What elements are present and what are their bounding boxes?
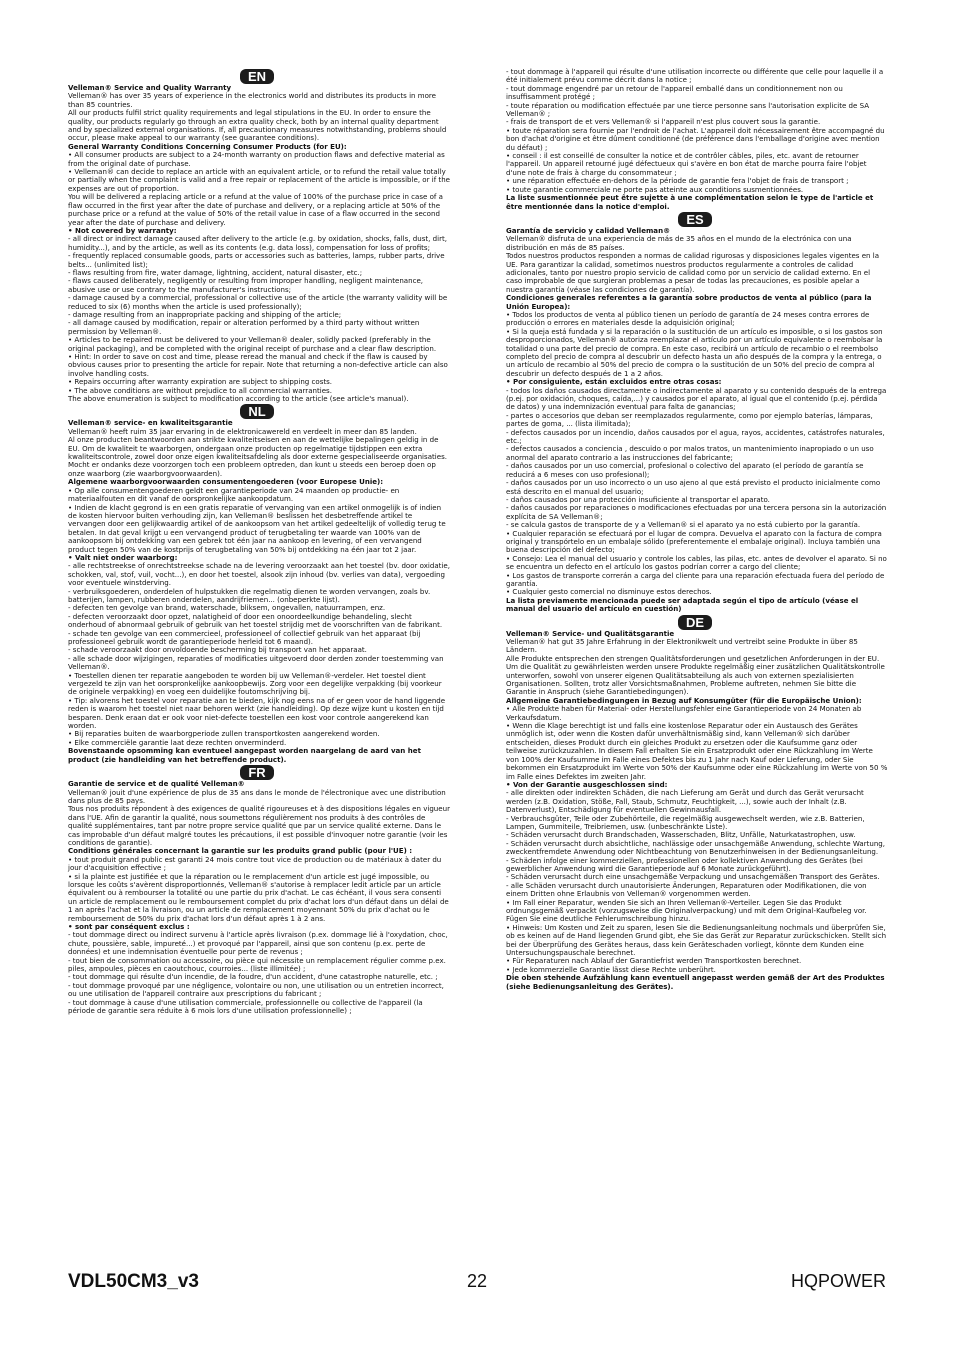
paragraph-es-14: - daños causados por reparaciones o modificaciones efectuadas por una tercera persona sin la autorización explícita de SA Velleman®; (506, 503, 887, 521)
heading-en-3: General Warranty Conditions Concerning Consumer Products (for EU): (68, 141, 347, 151)
paragraph-es-1: Velleman® disfruta de una experiencia de más de 35 años en el mundo de la electrónica con una distribución en más de 85 países. (506, 234, 852, 252)
paragraph-de-10: - Schäden verursacht durch absichtliche, nachlässige oder unsachgemäße Anwendung, schlechte Wartung, zweckentfremdete Anwendung oder Nichtbeachtung von Benutzerhinweisen in der Bedienungsanleitung. (506, 838, 886, 857)
paragraph-en-15: • Articles to be repaired must be delivered to your Velleman® dealer, solidly packed (preferably in the original packaging), and be completed with the original receipt of purchase and a clear flaw description. (68, 335, 437, 353)
paragraph-de-8: - Verbrauchsgüter, Teile oder Zubehörteile, die regelmäßig ausgewechselt werden, wie z.B. Batterien, Lampen, Gummiteile, Treibriemen, usw. (unbeschränkte Liste). (506, 813, 865, 831)
paragraph-es-10: - defectos causados a conciencia , descuido o por malos tratos, un mantenimiento inapropiado o un uso anormal del aparato contrario a las instrucciones del fabricante; (506, 444, 874, 462)
paragraph-en-4: • All consumer products are subject to a 24-month warranty on production flaws and defective material as from the original date of purchase. (68, 150, 445, 168)
paragraph-es-9: - defectos causados por un incendio, daños causados por el agua, rayos, accidentes, catástrofes naturales, etc.; (506, 427, 885, 446)
paragraph-fr-8: - tout bien de consommation ou accessoire, ou pièce qui nécessite un remplacement régulier comme p.ex. piles, ampoules, pièces en caoutchouc, courroies... (liste illimitée) ; (68, 955, 446, 974)
paragraph-es-5: • Si la queja está fundada y si la reparación o la sustitución de un artículo es imposible, o si los gastos son desproporcionados, Velleman® autoriza reemplazar el artículo por un artículo equivalente o reembolsar la totalidad o una parte del precio de compra. En este caso, recibirá un artículo de recambio o el reembolso completo del precio de compra al descubrir un defecto hasta un año después de la compra y la entrega, o un artículo de recambio al 50% del precio de compra o la sustitución de un 50% del precio de compra al descubrir un defecto después de 1 a 2 años. (506, 326, 883, 378)
paragraph-en-6: You will be delivered a replacing article or a refund at the value of 100% of the purchase price in case of a flaw occurred in the first year after the date of purchase and delivery, or a replacing article at 50% of the purchase price or a refund at the value of 50% of the retail value in case of a flaw occurred in the second year after the date of purchase and delivery. (68, 192, 443, 227)
paragraph-fr-cont-1: - tout dommage engendré par un retour de l'appareil emballé dans un conditionnement non ou insuffisamment protégé ; (506, 83, 843, 102)
paragraph-es-2: Todos nuestros productos responden a normas de calidad rigurosas y disposiciones legales vigentes en la UE. Para garantizar la calidad, sometimos nuestros productos regularmente a controles de calidad adicionales, tanto por nuestro propio servicio de calidad como por un servicio de calidad externo. En el caso improbable de que surgieran problemas a pesar de todas las precauciones, es posible apelar a nuestra garantía (véase las condiciones de garantía). (506, 251, 880, 294)
heading-nl-6: • Valt niet onder waarborg: (68, 552, 178, 562)
paragraph-en-1: Velleman® has over 35 years of experience in the electronics world and distributes its products in more than 85 countries. (68, 91, 436, 109)
paragraph-nl-1: Velleman® heeft ruim 35 jaar ervaring in de elektronicawereld en verdeelt in meer dan 85 landen. (68, 426, 417, 436)
flag-badge-nl: NL (240, 404, 274, 419)
section-de (506, 630, 888, 991)
flag-badge-de: DE (678, 615, 712, 630)
section-fr (68, 780, 450, 1015)
paragraph-es-4: • Todos los productos de venta al público tienen un período de garantía de 24 meses contra errores de producción o errores en materiales desde la adquisición original; (506, 309, 870, 328)
paragraph-es-7: - todos los daños causados directamente o indirectamente al aparato y su contenido después de la entrega (p.ej. por oxidación, choques, caída,...) y causados por el aparato, al igual que el contenido (p.ej. pérdida de datos) y una indemnización eventual para falta de ganancias; (506, 385, 887, 412)
paragraph-nl-11: - schade ten gevolge van een commercieel, professioneel of collectief gebruik van het apparaat (bij professioneel gebruik wordt de garantieperiode herleid tot 6 maand). (68, 628, 421, 646)
heading-fr-cont-8: La liste susmentionnée peut être sujette à une complémentation selon le type de l'article et être mentionnée dans la notice d'emploi. (506, 193, 874, 211)
paragraph-es-15: - se calcula gastos de transporte de y a Velleman® si el aparato ya no está cubierto por la garantía. (506, 520, 861, 530)
heading-en-0: Velleman® Service and Quality Warranty (68, 83, 232, 92)
paragraph-nl-14: • Toestellen dienen ter reparatie aangeboden te worden bij uw Velleman®-verdeler. Het toestel dient vergezeld te zijn van het oorspronkelijke aankoopbewijs. Zorg voor een degelijke verpakking (bij voorkeur de originele verpakking) en voeg een duidelijke foutomschrijving bij. (68, 670, 442, 697)
section-es (506, 227, 888, 614)
paragraph-nl-4: • Op alle consumentengoederen geldt een garantieperiode van 24 maanden op productie- en materiaalfouten en dit vanaf de oorspronkelijke aankoopdatum. (68, 485, 400, 504)
paragraph-es-17: • Consejo: Lea el manual del usuario y controle los cables, las pilas, etc. antes de devolver el aparato. Si no se encuentra un defecto en el artículo los gastos podrían correr a cargo del cliente; (506, 553, 887, 572)
paragraph-en-2: All our products fulfil strict quality requirements and legal stipulations in the EU. In order to ensure the quality, our products regularly go through an extra quality check, both by an internal quality department and by specialized external organisations. If, all precautionary measures notwithstanding, problems should occur, please make appeal to our warranty (see guarantee conditions). (68, 108, 447, 143)
right-column (506, 68, 888, 991)
paragraph-nl-7: - alle rechtstreekse of onrechtstreekse schade na de levering veroorzaakt aan het toestel (bv. door oxidatie, schokken, val, stof, vuil, vocht...), en door het toestel, alsook zijn inhoud (bv. verlies van data), vergoeding voor eventuele winstderving. (68, 561, 450, 588)
heading-fr-0: Garantie de service et de qualité Velleman® (68, 779, 245, 789)
heading-de-6: • Von der Garantie ausgeschlossen sind: (506, 779, 668, 789)
paragraph-en-13: - damage resulting from an inappropriate packing and shipping of the article; (68, 309, 342, 319)
paragraph-de-7: - alle direkten oder indirekten Schäden, die nach Lieferung am Gerät und durch das Gerät verursacht werden (z.B. Oxidation, Stöße, Fall, Staub, Schmutz, Feuchtigkeit, ...), sowie auch der Inhalt (z.B. Datenverlust), Entschädigung für eventuellen Gewinnausfall. (506, 788, 864, 815)
heading-nl-3: Algemene waarborgvoorwaarden consumentengoederen (voor Europese Unie): (68, 477, 384, 487)
paragraph-fr-9: - tout dommage qui résulte d'un incendie, de la foudre, d'un accident, d'une catastrophe naturelle, etc. ; (68, 972, 438, 982)
heading-de-18: Die oben stehende Aufzählung kann eventuell angepasst werden gemäß der Art des Produktes (siehe Bedienungsanleitung des Gerätes). (506, 973, 885, 991)
paragraph-de-13: - alle Schäden verursacht durch unautorisierte Änderungen, Reparaturen oder Modifikationen, die von einem Dritten ohne Erlaubnis von Velleman® vorgenommen werden. (506, 880, 867, 899)
paragraph-fr-10: - tout dommage provoqué par une négligence, volontaire ou non, une utilisation ou un entretien incorrect, ou une utilisation de l'appareil contraire aux prescriptions du fabricant ; (68, 980, 444, 999)
paragraph-fr-5: • si la plainte est justifiée et que la réparation ou le remplacement d'un article est jugé impossible, ou lorsque les coûts s'avèrent disproportionnés, Velleman® s'autorise à remplacer ledit article par un article équivalent ou à rembourser la totalité ou une partie du prix d'achat. Le cas échéant, il vous sera consenti un article de remplacement ou le remboursement complet du prix d'achat lors d'un défaut dans un délai de 1 an après l'achat et la livraison, ou un article de remplacement moyennant 50% du prix d'achat ou le remboursement de 50% du prix d'achat lors d'un défaut après 1 à 2 ans. (68, 871, 449, 923)
brand-name: HQPOWER (790, 1271, 886, 1291)
paragraph-en-17: • Repairs occurring after warranty expiration are subject to shipping costs. (68, 377, 333, 387)
paragraph-es-19: • Cualquier gesto comercial no disminuye estos derechos. (506, 587, 712, 597)
heading-fr-3: Conditions générales concernant la garantie sur les produits grand public (pour l'UE) : (68, 846, 413, 856)
paragraph-en-8: - all direct or indirect damage caused after delivery to the article (e.g. by oxidation, shocks, falls, dust, dirt, humidity...), and by the article, as well as its contents (e.g. data loss), compensation for loss of profits; (68, 234, 447, 252)
paragraph-de-16: • Für Reparaturen nach Ablauf der Garantiefrist werden Transportkosten berechnet. (506, 956, 802, 966)
paragraph-en-18: • The above conditions are without prejudice to all commercial warranties. (68, 385, 332, 395)
left-column (68, 68, 450, 1015)
paragraph-es-12: - daños causados por un uso incorrecto o un uso ajeno al que está previsto el producto inicialmente como está descrito en el manual del usuario; (506, 478, 881, 496)
paragraph-de-9: - Schäden verursacht durch Brandschaden, Wasserschaden, Blitz, Unfälle, Naturkatastrophen, usw. (506, 830, 856, 840)
paragraph-nl-15: • Tip: alvorens het toestel voor reparatie aan te bieden, kijk nog eens na of er geen voor de hand liggende reden is waarom het toestel niet naar behoren werkt (zie handleiding). Op deze wijze kunt u kosten en tijd besparen. Denk eraan dat er ook voor niet-defecte toestellen een kost voor controle aangerekend kan worden. (68, 695, 446, 731)
section-en (68, 84, 450, 403)
paragraph-nl-17: • Elke commerciële garantie laat deze rechten onverminderd. (68, 737, 287, 747)
heading-es-20: La lista previamente mencionada puede ser adaptada según el tipo de artículo (véase el manual del usuario del artículo en cuestión) (506, 595, 859, 614)
heading-nl-0: Velleman® service- en kwaliteitsgarantie (68, 418, 233, 428)
paragraph-es-11: - daños causados por un uso comercial, profesional o colectivo del aparato (el período de garantía se reducirá a 6 meses con uso profesional); (506, 461, 864, 479)
paragraph-nl-12: - schade veroorzaakt door onvoldoende bescherming bij transport van het apparaat. (68, 645, 367, 655)
page-footer (68, 1271, 886, 1297)
paragraph-en-11: - flaws caused deliberately, negligently or resulting from improper handling, negligent maintenance, abusive use or use contrary to the manufacturer's instructions; (68, 276, 424, 294)
heading-fr-6: • sont par conséquent exclus : (68, 922, 190, 931)
paragraph-de-2: Alle Produkte entsprechen den strengen Qualitätsforderungen und gesetzlichen Anforderungen in der EU. Um die Qualität zu gewährleisten werden unsere Produkte regelmäßig einer zusätzlichen Qualitätskontrolle unterworfen, sowohl von unserer eigenen Qualitätsabteilung als auch von externen spezialisierten Organisationen. Sollten, trotz aller Vorsichtsmaßnahmen, Probleme auftreten, nehmen Sie bitte die Garantie in Anspruch (siehe Garantiebedingungen). (506, 653, 885, 697)
paragraph-de-4: • Alle Produkte haben für Material- oder Herstellungsfehler eine Garantieperiode von 24 Monaten ab Verkaufsdatum. (506, 704, 862, 722)
paragraph-nl-10: - defecten veroorzaakt door opzet, nalatigheid of door een onoordeelkundige behandeling, slecht onderhoud of abnormaal gebruik of gebruik van het toestel strijdig met de voorschriften van de fabrikant. (68, 611, 443, 630)
paragraph-es-18: • Los gastos de transporte correrán a carga del cliente para una reparación efectuada fuera del período de garantía. (506, 570, 885, 588)
paragraph-de-1: Velleman® hat gut 35 Jahre Erfahrung in der Elektronikwelt und vertreibt seine Produkte in über 85 Ländern. (506, 637, 858, 655)
paragraph-es-16: • Cualquier reparación se efectuará por el lugar de compra. Devuelva el aparato con la factura de compra original y transpórtelo en un embalaje sólido (preferentemente el embalaje original). Incluya también una buena descripción del defecto; (506, 528, 882, 555)
paragraph-nl-9: - defecten ten gevolge van brand, waterschade, bliksem, ongevallen, natuurrampen, enz. (68, 603, 386, 613)
paragraph-nl-5: • Indien de klacht gegrond is en een gratis reparatie of vervanging van een artikel onmogelijk is of indien de kosten hiervoor buiten verhouding zijn, kan Velleman® beslissen het desbetreffende artikel te vervangen door een gelijkwaardig artikel of de aankoopsom van het artikel gedeeltelijk of volledig terug te betalen. In dat geval krijgt u een vervangend product of terugbetaling ter waarde van 100% van de aankoopsom bij ontdekking van een gebrek tot één jaar na aankoop en levering, of een vervangend product tegen 50% van de kostprijs of terugbetaling van 50% bij ontdekking na één jaar tot 2 jaar. (68, 502, 446, 554)
paragraph-fr-cont-6: • une réparation effectuée en-dehors de la période de garantie fera l'objet de frais de transport ; (506, 176, 849, 186)
paragraph-de-11: - Schäden infolge einer kommerziellen, professionellen oder kollektiven Anwendung des Gerätes (bei gewerblicher Anwendung wird die Garantieperiode auf 6 Monate zurückgeführt). (506, 855, 863, 873)
section-nl (68, 419, 450, 764)
paragraph-fr-cont-3: - frais de transport de et vers Velleman® si l'appareil n'est plus couvert sous la garantie. (506, 117, 821, 127)
paragraph-fr-7: - tout dommage direct ou indirect survenu à l'article après livraison (p.ex. dommage lié à l'oxydation, choc, chute, poussière, sable, impureté...) et provoqué par l'appareil, ainsi que son contenu (p.ex. perte de données) et une indemnisation éventuelle pour perte de revenus ; (68, 930, 448, 957)
paragraph-en-5: • Velleman® can decide to replace an article with an equivalent article, or to refund the retail value totally or partially when the complaint is valid and a free repair or replacement of the article is impossible, or if the expenses are out of proportion. (68, 167, 450, 193)
model-number: VDL50CM3_v3 (68, 1271, 199, 1292)
paragraph-es-13: - daños causados por una protección insuficiente al transportar el aparato. (506, 494, 770, 504)
paragraph-de-14: • Im Fall einer Reparatur, wenden Sie sich an Ihren Velleman®-Verteiler. Legen Sie das Produkt ordnungsgemäß verpackt (vorzugsweise die Originalverpackung) und mit dem Original-Kaufbeleg vor. Fügen Sie eine deutliche Fehlerumschreibung hinzu. (506, 897, 867, 924)
paragraph-nl-16: • Bij reparaties buiten de waarborgperiode zullen transportkosten aangerekend worden. (68, 729, 380, 739)
section-fr-continued (506, 68, 888, 211)
paragraph-fr-11: - tout dommage à cause d'une utilisation commerciale, professionnelle ou collective de l'appareil (la période de garantie sera réduite à 6 mois lors d'une utilisation professionnelle) ; (68, 997, 423, 1016)
paragraph-en-9: - frequently replaced consumable goods, parts or accessories such as batteries, lamps, rubber parts, drive belts... (unlimited list); (68, 251, 445, 269)
heading-es-6: • Por consiguiente, están excluidos entre otras cosas: (506, 377, 722, 387)
paragraph-de-17: • Jede kommerzielle Garantie lässt diese Rechte unberührt. (506, 964, 716, 974)
heading-de-3: Allgemeine Garantiebedingungen in Bezug auf Konsumgüter (für die Europäische Union): (506, 695, 862, 705)
heading-de-0: Velleman® Service- und Qualitätsgarantie (506, 628, 675, 638)
paragraph-fr-1: Velleman® jouit d'une expérience de plus de 35 ans dans le monde de l'électronique avec une distribution dans plus de 85 pays. (68, 787, 446, 805)
paragraph-fr-cont-4: • toute réparation sera fournie par l'endroit de l'achat. L'appareil doit nécessairement être accompagné du bon d'achat d'origine et être dûment conditionné (de préférence dans l'emballage d'origine avec mention du défaut) ; (506, 125, 885, 152)
flag-badge-fr: FR (240, 765, 274, 780)
paragraph-fr-cont-0: - tout dommage à l'appareil qui résulte d'une utilisation incorrecte ou différente que celle pour laquelle il a été initialement prévu comme décrit dans la notice ; (506, 67, 884, 85)
flag-badge-es: ES (678, 212, 712, 227)
paragraph-de-15: • Hinweis: Um Kosten und Zeit zu sparen, lesen Sie die Bedienungsanleitung nochmals und überprüfen Sie, ob es keinen auf de Hand liegenden Grund gibt, ehe Sie das Gerät zur Reparatur zurückschicken. Stellt sich bei der Überprüfung des Gerätes heraus, dass kein Geräteschaden vorliegt, könnte dem Kunden eine Untersuchungspauschale berechnet. (506, 922, 887, 958)
paragraph-fr-cont-5: • conseil : il est conseillé de consulter la notice et de contrôler câbles, piles, etc. avant de retourner l'appareil. Un appareil retourné jugé défectueux qui s'avère en bon état de marche pourra faire l'objet d'une note de frais à charge du consommateur ; (506, 151, 867, 177)
paragraph-nl-2: Al onze producten beantwoorden aan strikte kwaliteitseisen en aan de wettelijke bepalingen geldig in de EU. Om de kwaliteit te waarborgen, ondergaan onze producten op regelmatige tijdstippen een extra kwaliteitscontrole, zowel door onze eigen kwaliteitsafdeling als door externe gespecialiseerde organisaties. Mocht er ondanks deze voorzorgen toch een probleem optreden, dan kunt u steeds een beroep doen op onze waarborg (zie waarborgvoorwaarden). (68, 435, 447, 478)
paragraph-fr-cont-7: • toute garantie commerciale ne porte pas atteinte aux conditions susmentionnées. (506, 184, 804, 194)
paragraph-nl-8: - verbruiksgoederen, onderdelen of hulpstukken die regelmatig dienen te worden vervangen, zoals bv. batterijen, lampen, rubberen onderdelen, aandrijfriemen... (onbeperkte lijst). (68, 586, 431, 604)
paragraph-nl-13: - alle schade door wijzigingen, reparaties of modificaties uitgevoerd door derden zonder toestemming van Velleman®. (68, 653, 444, 672)
paragraph-de-12: - Schäden verursacht durch eine unsachgemäße Verpackung und unsachgemäßen Transport des Gerätes. (506, 872, 880, 882)
paragraph-en-10: - flaws resulting from fire, water damage, lightning, accident, natural disaster, etc.; (68, 267, 363, 277)
heading-nl-18: Bovenstaande opsomming kan eventueel aangepast worden naargelang de aard van het product (zie handleiding van het betreffende product). (68, 746, 421, 764)
paragraph-en-14: - all damage caused by modification, repair or alteration performed by a third party without written permission by Velleman®. (68, 318, 420, 336)
paragraph-fr-cont-2: - toute réparation ou modification effectuée par une tierce personne sans l'autorisation explicite de SA Velleman® ; (506, 100, 870, 119)
heading-es-3: Condiciones generales referentes a la garantía sobre productos de venta al público (para la Unión Europea): (506, 293, 872, 311)
paragraph-es-8: - partes o accesorios que deban ser reemplazados regularmente, como por ejemplo baterías, lámparas, partes de goma, ... (lista ilimitada); (506, 410, 873, 429)
paragraph-fr-4: • tout produit grand public est garanti 24 mois contre tout vice de production ou de matériaux à dater du jour d'acquisition effective ; (68, 854, 442, 873)
heading-en-7: • Not covered by warranty: (68, 225, 177, 235)
paragraph-en-16: • Hint: In order to save on cost and time, please reread the manual and check if the flaw is caused by obvious causes prior to presenting the article for repair. Note that returning a non-defective article can also involve handling costs. (68, 352, 448, 378)
paragraph-en-12: - damage caused by a commercial, professional or collective use of the article (the warranty validity will be reduced to six (6) months when the article is used professionally); (68, 293, 448, 311)
heading-es-0: Garantía de servicio y calidad Velleman® (506, 225, 671, 235)
paragraph-fr-2: Tous nos produits répondent à des exigences de qualité rigoureuses et à des dispositions légales en vigueur dans l'UE. Afin de garantir la qualité, nous soumettons régulièrement nos produits à des contrôles de qualité supplémentaires, tant par notre propre service qualité que par un service qualité externe. Dans le cas improbable d'un défaut malgré toutes les précautions, il est possible d'invoquer notre garantie (voir les conditions de garantie). (68, 804, 450, 847)
paragraph-de-5: • Wenn die Klage berechtigt ist und falls eine kostenlose Reparatur oder ein Austausch des Gerätes unmöglich ist, oder wenn die Kosten dafür unverhältnismäßig sind, kann Velleman® sich darüber entscheiden, dieses Produkt durch ein gleiches Produkt zu ersetzen oder die Kaufsumme ganz oder teilweise zurückzuzahlen. In diesem Fall erhalten Sie ein Ersatzprodukt oder eine Rückzahlung im Werte von 100% der Kaufsumme im Falle eines Defektes bis zu 1 Jahr nach Kauf oder Lieferung, oder Sie bekommen ein Ersatzprodukt im Werte von 50% der Kaufsumme oder eine Rückzahlung im Werte von 50 % im Falle eines Defektes im zweiten Jahr. (506, 721, 888, 781)
paragraph-en-19: The above enumeration is subject to modification according to the article (see article's manual). (68, 394, 409, 404)
flag-badge-en: EN (240, 69, 274, 84)
page-number: 22 (466, 1271, 488, 1291)
